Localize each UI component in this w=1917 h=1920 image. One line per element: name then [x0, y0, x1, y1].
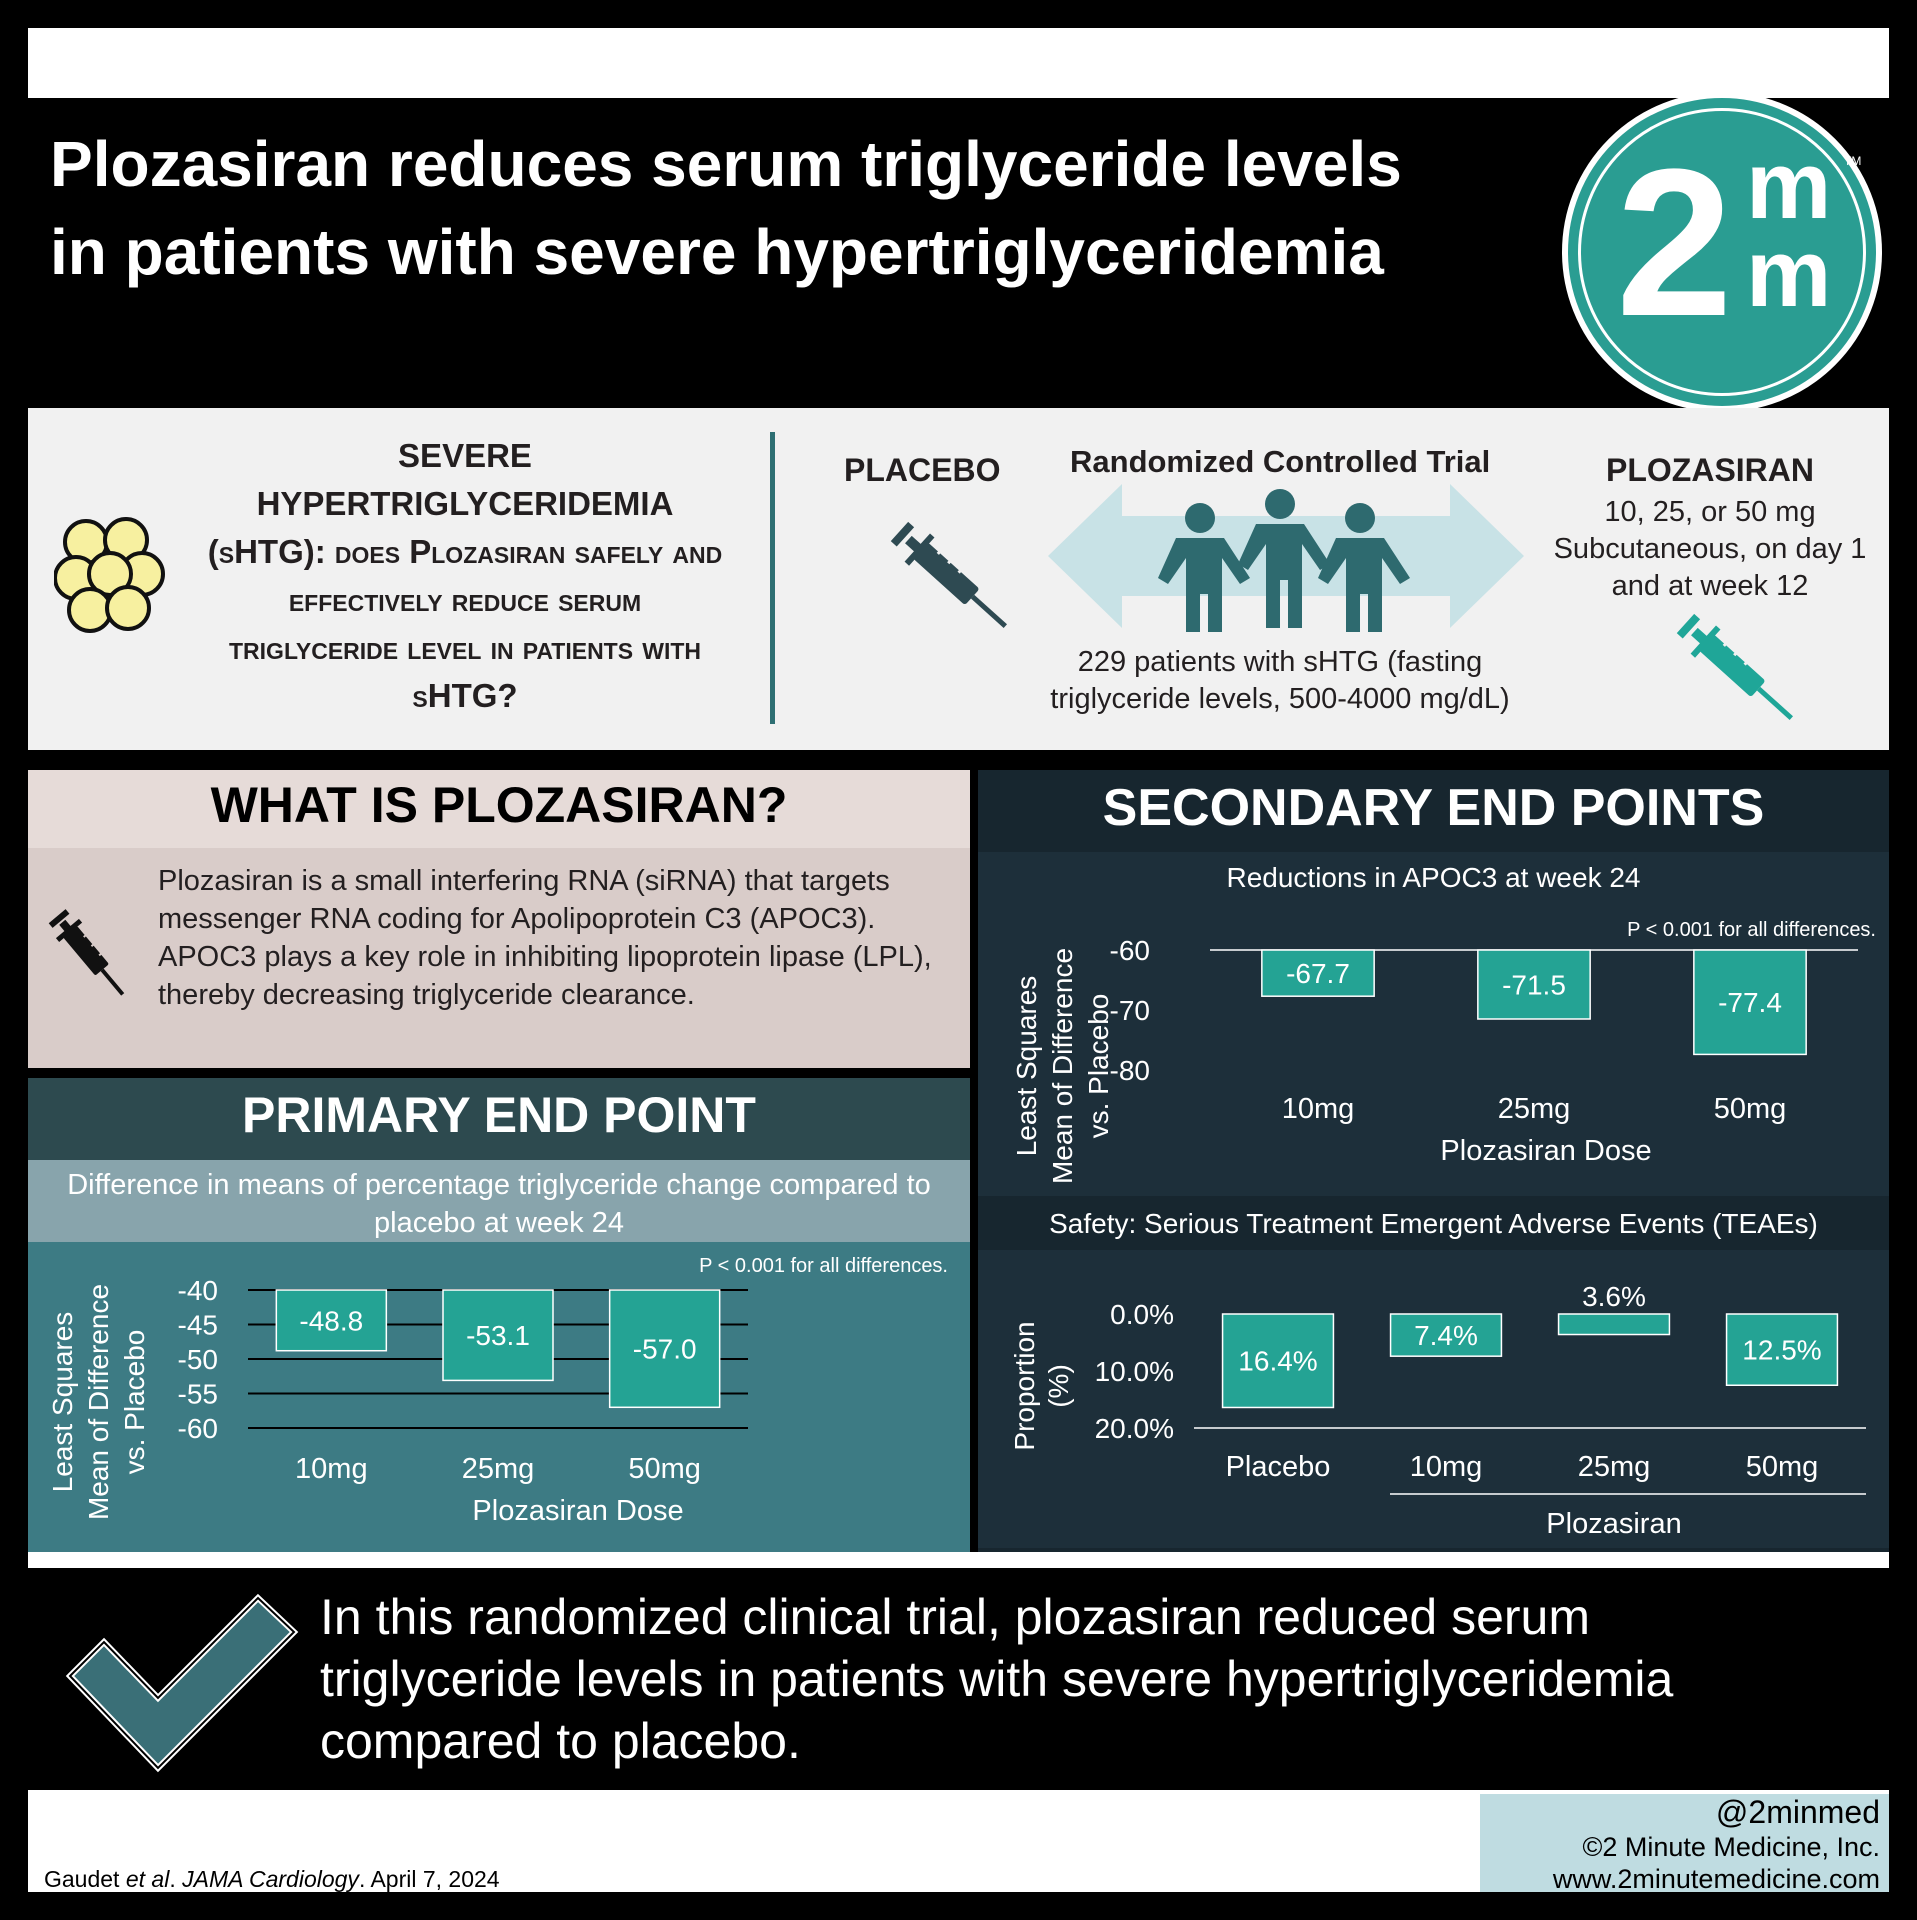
- apoc3-chart: [978, 904, 1889, 1196]
- page-title: Plozasiran reduces serum triglyceride levels in patients with severe hypertriglyceridemia: [50, 128, 1402, 288]
- logo-trademark: TM: [1844, 154, 1862, 168]
- data-label: -67.7: [1286, 958, 1350, 990]
- citation-author: Gaudet: [44, 1866, 126, 1892]
- twitter-handle: @2minmed: [1715, 1794, 1880, 1830]
- y-tick-label: 10.0%: [1094, 1356, 1174, 1387]
- secondary-title: SECONDARY END POINTS: [1102, 779, 1765, 837]
- citation-dot: .: [169, 1866, 183, 1892]
- y-tick-label: -45: [177, 1309, 218, 1341]
- placebo-syringe-icon: [880, 512, 1020, 642]
- 2minmed-logo: [1562, 92, 1882, 412]
- question-rest: (sHTG): does Plozasiran safely and effectively reduce serum triglyceride level in patients with sHTG?: [207, 533, 723, 714]
- p-value-annotation: P < 0.001 for all differences.: [1627, 919, 1876, 941]
- citation-etal: et al: [125, 1866, 170, 1892]
- conclusion-text: In this randomized clinical trial, plozasiran reduced serum triglyceride levels in patients with severe hypertriglyceridemia compared to placebo.: [320, 1589, 1674, 1769]
- question-line-2: HYPERTRIGLYCERIDEMIA: [256, 485, 674, 522]
- primary-chart: [28, 1242, 970, 1552]
- top-white-strip: [28, 28, 1889, 98]
- y-axis-title-line: vs. Placebo: [1083, 993, 1114, 1139]
- what-is-title: WHAT IS PLOZASIRAN?: [210, 777, 788, 833]
- data-label: -71.5: [1502, 969, 1566, 1001]
- y-tick-label: -55: [177, 1378, 218, 1410]
- website-link[interactable]: www.2minutemedicine.com: [1552, 1864, 1880, 1894]
- data-label: -53.1: [466, 1320, 530, 1352]
- y-tick-label: -50: [177, 1344, 218, 1375]
- data-label: 7.4%: [1414, 1320, 1478, 1352]
- x-tick-label: 10mg: [1281, 1093, 1355, 1125]
- x-tick-label: 50mg: [628, 1453, 701, 1485]
- separator-strip: [28, 1552, 1889, 1568]
- randomization-arrow-icon: [1048, 480, 1524, 632]
- fat-cells-icon: [54, 516, 166, 634]
- data-label: 3.6%: [1582, 1281, 1646, 1312]
- y-tick-label: 0.0%: [1110, 1299, 1174, 1330]
- y-tick-label: 20.0%: [1094, 1413, 1174, 1444]
- x-tick-label: 25mg: [1577, 1451, 1651, 1483]
- x-axis-title: Plozasiran Dose: [472, 1495, 684, 1527]
- rct-label: Randomized Controlled Trial: [1070, 444, 1491, 479]
- study-question: [200, 432, 730, 720]
- copyright: ©2 Minute Medicine, Inc.: [1582, 1832, 1880, 1862]
- apoc3-subtitle: Reductions in APOC3 at week 24: [1226, 862, 1641, 893]
- x-tick-label: 10mg: [1409, 1451, 1483, 1483]
- data-label: -77.4: [1718, 987, 1782, 1019]
- bar: [1559, 1314, 1670, 1335]
- y-tick-label: -60: [1109, 935, 1150, 966]
- x-tick-label: 50mg: [1745, 1451, 1819, 1483]
- logo-two: 2: [1616, 125, 1733, 360]
- citation-journal: JAMA Cardiology: [182, 1866, 359, 1892]
- logo-m-top: m: [1746, 132, 1832, 239]
- safety-subtitle: Safety: Serious Treatment Emergent Adverse Events (TEAEs): [1049, 1208, 1818, 1239]
- placebo-label: PLACEBO: [844, 452, 1001, 488]
- question-line-1: SEVERE: [398, 437, 532, 474]
- citation: [44, 1866, 500, 1893]
- data-label: -48.8: [299, 1305, 364, 1337]
- plozasiran-syringe-icon: [1666, 604, 1806, 734]
- plozasiran-label: PLOZASIRAN: [1606, 452, 1814, 488]
- primary-title: PRIMARY END POINT: [242, 1087, 756, 1143]
- what-is-description: Plozasiran is a small interfering RNA (siRNA) that targets messenger RNA coding for Apolipoprotein C3 (APOC3). APOC3 plays a key role in inhibiting lipoprotein lipase (LPL), thereby decreasing triglyceride clearance.: [158, 865, 932, 1011]
- y-axis-title-line: vs. Placebo: [119, 1329, 150, 1475]
- p-value-annotation: P < 0.001 for all differences.: [699, 1255, 948, 1277]
- checkmark-icon: [62, 1580, 302, 1780]
- x-tick-label: 25mg: [461, 1453, 535, 1485]
- y-tick-label: -60: [177, 1413, 218, 1444]
- patient-count: 229 patients with sHTG (fasting triglyceride levels, 500-4000 mg/dL): [1050, 646, 1510, 715]
- syringe-icon: [38, 898, 138, 1008]
- patients-icon: [1158, 489, 1410, 632]
- plozasiran-dosing: 10, 25, or 50 mg Subcutaneous, on day 1 and at week 12: [1553, 496, 1867, 602]
- data-label: 12.5%: [1742, 1334, 1822, 1366]
- group-label: Plozasiran: [1546, 1508, 1682, 1540]
- y-tick-label: -40: [177, 1275, 218, 1306]
- y-tick-label: -80: [1109, 1055, 1150, 1086]
- y-axis-title-line: Least Squares: [47, 1311, 78, 1493]
- y-axis-title-line: (%): [1043, 1364, 1074, 1408]
- x-tick-label: 50mg: [1713, 1093, 1787, 1125]
- y-tick-label: -70: [1109, 995, 1150, 1026]
- y-axis-title-line: Proportion: [1009, 1321, 1040, 1451]
- primary-subtitle: Difference in means of percentage triglyceride change compared to placebo at week 24: [67, 1169, 931, 1239]
- safety-chart: [978, 1250, 1889, 1548]
- x-axis-title: Plozasiran Dose: [1440, 1135, 1652, 1167]
- data-label: -57.0: [632, 1333, 697, 1365]
- data-label: 16.4%: [1238, 1345, 1318, 1377]
- study-divider: [770, 432, 775, 724]
- y-axis-title-line: Mean of Difference: [83, 1283, 114, 1521]
- x-tick-label: 25mg: [1497, 1093, 1571, 1125]
- y-axis-title-line: Least Squares: [1011, 975, 1042, 1157]
- y-axis-title-line: Mean of Difference: [1047, 947, 1078, 1185]
- citation-date: . April 7, 2024: [358, 1866, 500, 1892]
- logo-m-bottom: m: [1746, 220, 1832, 327]
- x-tick-label: 10mg: [295, 1453, 368, 1485]
- x-tick-label: Placebo: [1225, 1451, 1331, 1483]
